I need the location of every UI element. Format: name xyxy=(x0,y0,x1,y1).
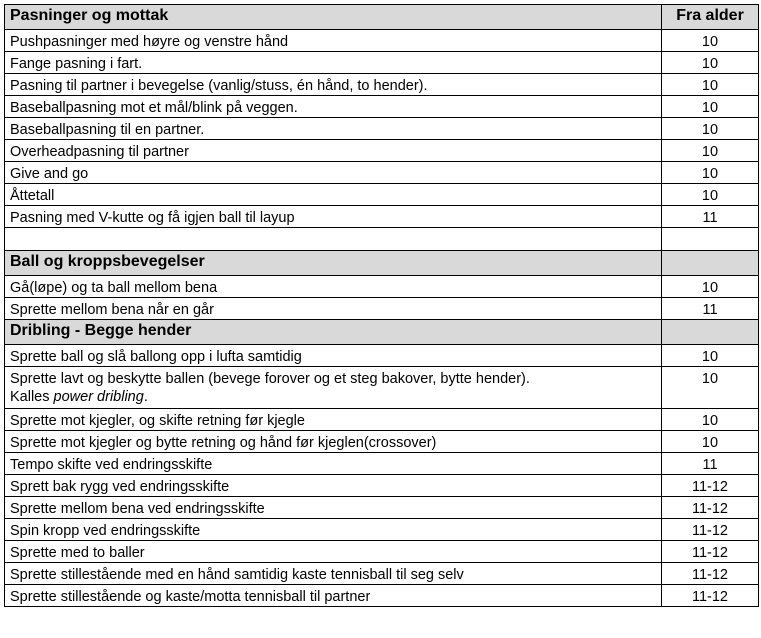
age-cell: 11 xyxy=(662,298,759,320)
age-cell: 10 xyxy=(662,30,759,52)
table-row xyxy=(5,184,759,206)
column-header-age: Fra alder xyxy=(662,5,759,30)
skill-cell: Sprette mellom bena ved endringsskifte xyxy=(5,497,662,519)
table-row xyxy=(5,206,759,228)
section-title-ball-body: Ball og kroppsbevegelser xyxy=(5,251,662,276)
table-row xyxy=(5,140,759,162)
age-cell: 11-12 xyxy=(662,519,759,541)
section-header-row xyxy=(5,320,759,345)
skill-term: power dribling xyxy=(53,389,144,405)
section-title-passing: Pasninger og mottak xyxy=(5,5,662,30)
skill-cell: Sprette mot kjegler, og skifte retning før kjegle xyxy=(5,409,662,431)
table-row xyxy=(5,276,759,298)
table-row xyxy=(5,345,759,367)
section-header-empty-cell xyxy=(662,251,759,276)
skill-cell: Sprette stillestående og kaste/motta tennisball til partner xyxy=(5,585,662,607)
age-cell: 11 xyxy=(662,206,759,228)
table-row xyxy=(5,74,759,96)
table-row xyxy=(5,162,759,184)
table-row xyxy=(5,409,759,431)
skill-cell: Sprette mot kjegler og bytte retning og hånd før kjeglen(crossover) xyxy=(5,431,662,453)
skill-cell: Sprette ball og slå ballong opp i lufta samtidig xyxy=(5,345,662,367)
table-row xyxy=(5,118,759,140)
empty-cell xyxy=(5,228,662,251)
age-cell: 10 xyxy=(662,74,759,96)
age-cell: 11-12 xyxy=(662,585,759,607)
table-row xyxy=(5,298,759,320)
age-cell: 10 xyxy=(662,409,759,431)
table-row xyxy=(5,431,759,453)
skill-cell: Sprette med to baller xyxy=(5,541,662,563)
age-cell: 11-12 xyxy=(662,541,759,563)
skill-cell: Baseballpasning til en partner. xyxy=(5,118,662,140)
age-cell: 10 xyxy=(662,184,759,206)
skill-cell xyxy=(5,367,662,409)
skill-cell: Pushpasninger med høyre og venstre hånd xyxy=(5,30,662,52)
skill-cell: Pasning til partner i bevegelse (vanlig/stuss, én hånd, to hender). xyxy=(5,74,662,96)
section-title-dribbling: Dribling - Begge hender xyxy=(5,320,662,345)
skill-cell: Fange pasning i fart. xyxy=(5,52,662,74)
skill-cell: Sprette mellom bena når en går xyxy=(5,298,662,320)
skills-table xyxy=(4,4,759,607)
table-row xyxy=(5,519,759,541)
age-cell: 10 xyxy=(662,140,759,162)
table-row xyxy=(5,541,759,563)
age-cell: 10 xyxy=(662,118,759,140)
age-cell: 10 xyxy=(662,276,759,298)
age-cell: 10 xyxy=(662,162,759,184)
table-row xyxy=(5,52,759,74)
table-row xyxy=(5,367,759,409)
age-cell: 11-12 xyxy=(662,497,759,519)
skill-cell: Spin kropp ved endringsskifte xyxy=(5,519,662,541)
section-header-empty-cell xyxy=(662,320,759,345)
skill-cell: Gå(løpe) og ta ball mellom bena xyxy=(5,276,662,298)
age-cell: 11-12 xyxy=(662,563,759,585)
skill-line-2-suffix: . xyxy=(143,389,148,405)
skill-cell: Sprett bak rygg ved endringsskifte xyxy=(5,475,662,497)
skill-cell: Overheadpasning til partner xyxy=(5,140,662,162)
age-cell: 10 xyxy=(662,52,759,74)
table-row xyxy=(5,30,759,52)
empty-cell xyxy=(662,228,759,251)
age-cell: 10 xyxy=(662,345,759,367)
age-cell: 11 xyxy=(662,453,759,475)
header-row xyxy=(5,5,759,30)
skill-line-1: Sprette lavt og beskytte ballen (bevege forover og et steg bakover, bytte hender). xyxy=(10,371,530,387)
age-cell: 11-12 xyxy=(662,475,759,497)
age-cell: 10 xyxy=(662,431,759,453)
table-row xyxy=(5,497,759,519)
skill-cell: Pasning med V-kutte og få igjen ball til layup xyxy=(5,206,662,228)
table-row xyxy=(5,563,759,585)
table-row xyxy=(5,96,759,118)
age-cell: 10 xyxy=(662,367,759,409)
skill-cell: Åttetall xyxy=(5,184,662,206)
skill-line-2-prefix: Kalles xyxy=(10,389,54,405)
skill-cell: Sprette stillestående med en hånd samtidig kaste tennisball til seg selv xyxy=(5,563,662,585)
skill-cell: Baseballpasning mot et mål/blink på veggen. xyxy=(5,96,662,118)
table-row xyxy=(5,453,759,475)
table-row xyxy=(5,585,759,607)
section-header-row xyxy=(5,251,759,276)
empty-row xyxy=(5,228,759,251)
table-row xyxy=(5,475,759,497)
skill-cell: Give and go xyxy=(5,162,662,184)
skill-cell: Tempo skifte ved endringsskifte xyxy=(5,453,662,475)
age-cell: 10 xyxy=(662,96,759,118)
